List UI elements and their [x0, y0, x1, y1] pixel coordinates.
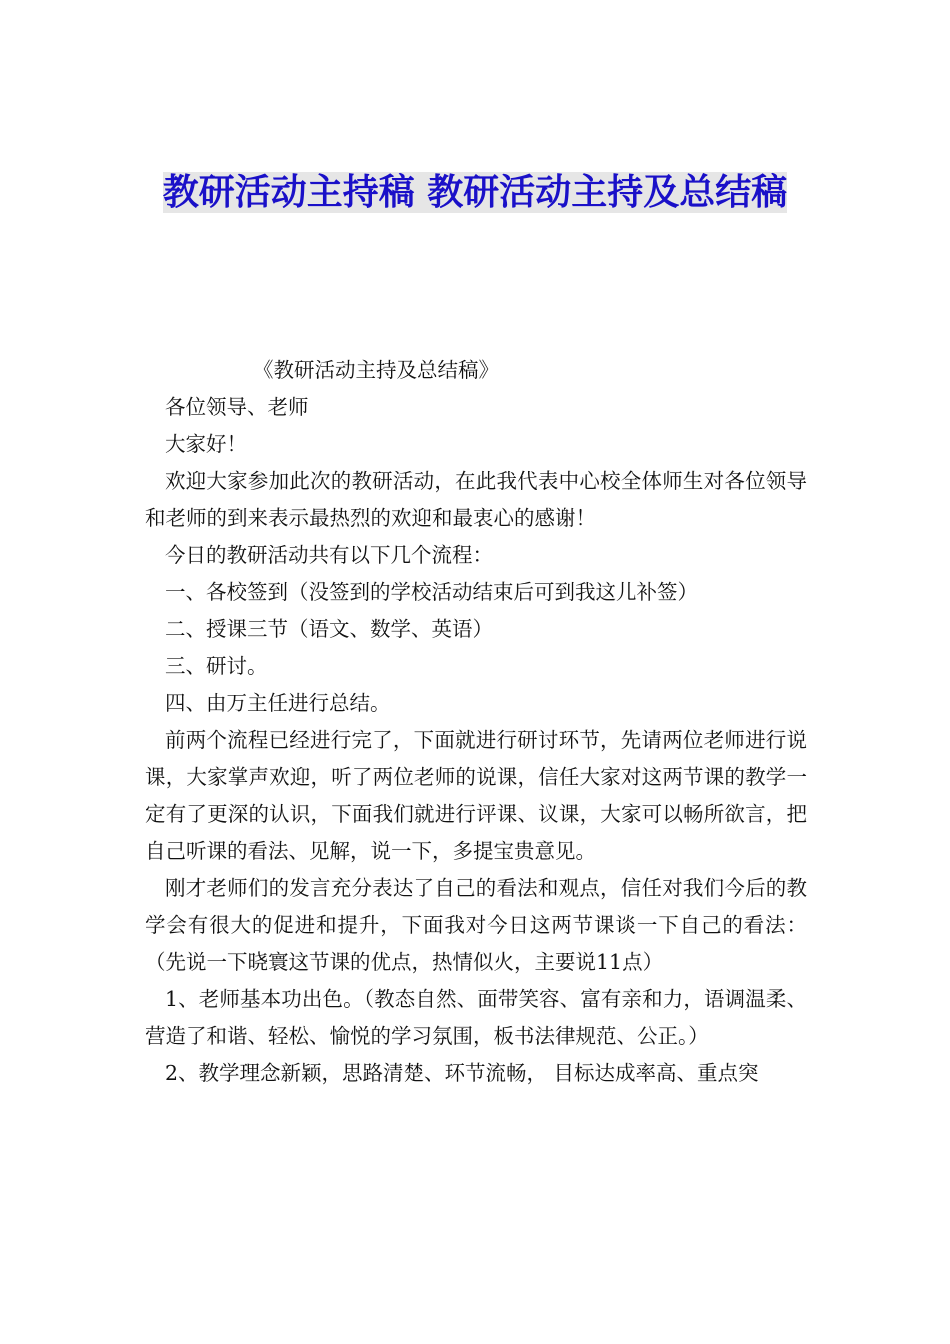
agenda-item-1: 一、各校签到（没签到的学校活动结束后可到我这儿补签）	[165, 580, 698, 604]
point-1-paragraph: 1、老师基本功出色。（教态自然、面带笑容、富有亲和力，语调温柔、营造了和谐、轻松、愉悦的学习氛围，板书法律规范、公正。）	[145, 987, 807, 1048]
agenda-item-3: 三、研讨。	[165, 654, 268, 678]
document-title-text: 教研活动主持稿 教研活动主持及总结稿	[162, 172, 788, 213]
summary-paragraph: 刚才老师们的发言充分表达了自己的看法和观点，信任对我们今后的教学会有很大的促进和提升，下面我对今日这两节课谈一下自己的看法：（先说一下晓寰这节课的优点，热情似火，主要说11点）	[145, 876, 807, 974]
salutation-line: 各位领导、老师	[165, 395, 309, 419]
article-subtitle: 《教研活动主持及总结稿》	[253, 358, 499, 382]
document-body	[145, 352, 807, 1092]
discussion-paragraph: 前两个流程已经进行完了，下面就进行研讨环节，先请两位老师进行说课，大家掌声欢迎，听了两位老师的说课，信任大家对这两节课的教学一定有了更深的认识，下面我们就进行评课、议课，大家可以畅所欲言，把自己听课的看法、见解，说一下，多提宝贵意见。	[145, 728, 807, 863]
agenda-item-4: 四、由万主任进行总结。	[165, 691, 391, 715]
document-title	[140, 168, 810, 218]
welcome-paragraph: 欢迎大家参加此次的教研活动，在此我代表中心校全体师生对各位领导和老师的到来表示最热烈的欢迎和最衷心的感谢！	[145, 469, 807, 530]
agenda-intro: 今日的教研活动共有以下几个流程：	[165, 543, 493, 567]
point-2-paragraph: 2、教学理念新颖，思路清楚、环节流畅， 目标达成率高、重点突	[165, 1061, 759, 1085]
agenda-item-2: 二、授课三节（语文、数学、英语）	[165, 617, 493, 641]
greeting-line: 大家好！	[165, 432, 247, 456]
